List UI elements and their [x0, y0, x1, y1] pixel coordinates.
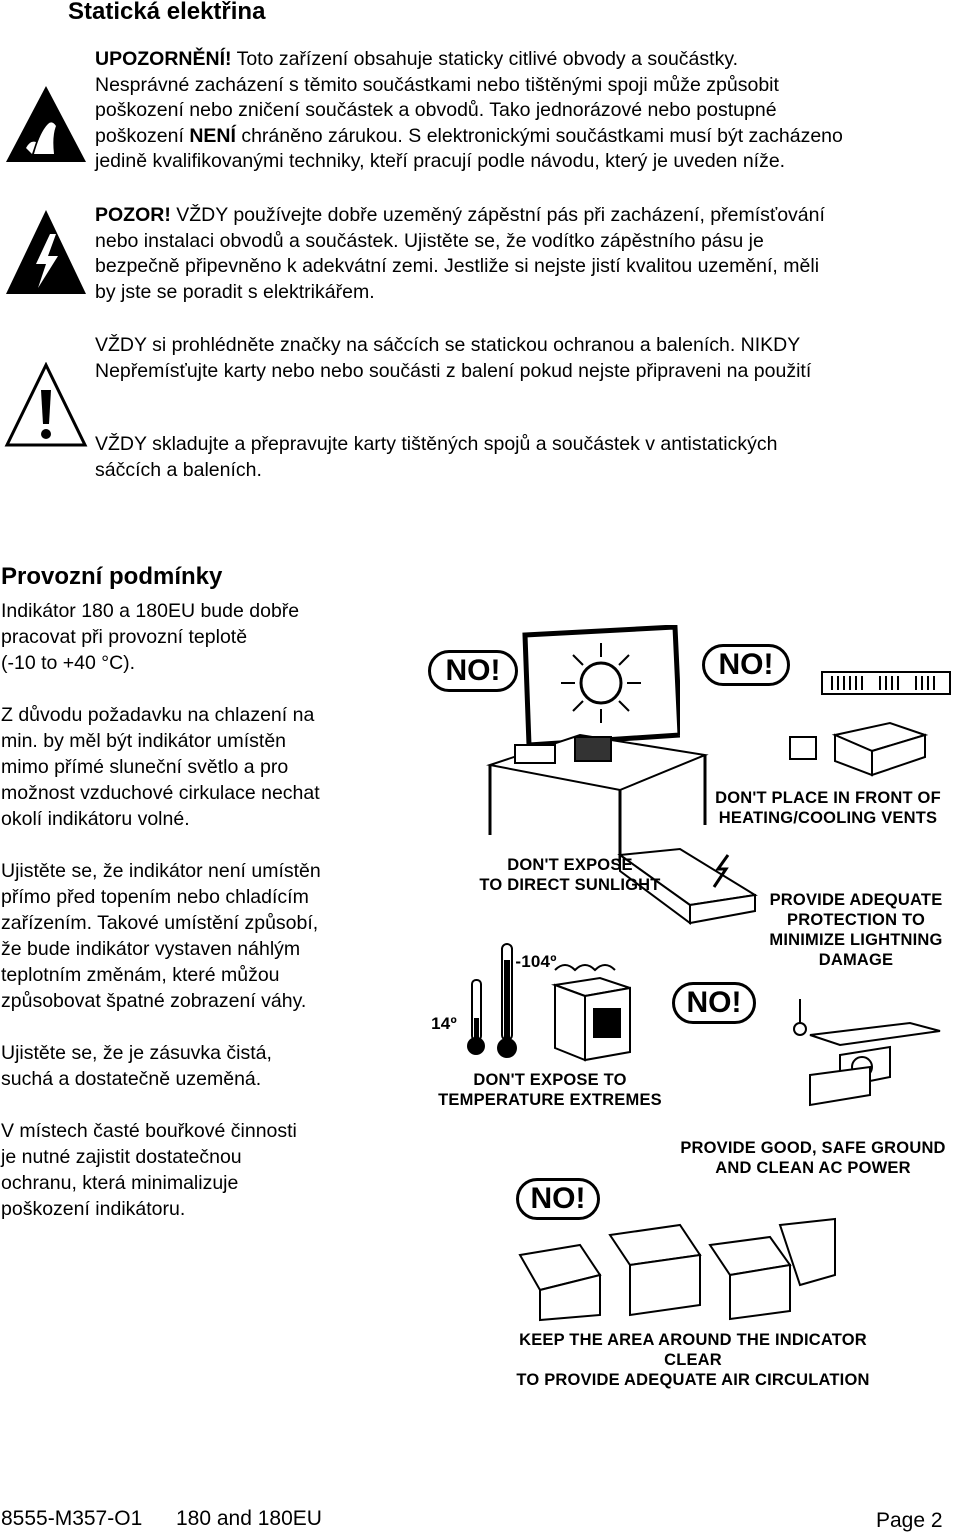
footer-doc-number: 8555-M357-O1 [1, 1507, 143, 1530]
power-strip-drawing [790, 995, 950, 1115]
footer-page: Page 2 [876, 1509, 943, 1532]
vents-caption: DON'T PLACE IN FRONT OF HEATING/COOLING VENTS [715, 789, 941, 827]
conditions-paragraph-3: Ujistěte se, že indikátor není umístěn přímo před topením nebo chladícím zařízením. Takové umístění způsobí, že bude indikátor vystaven náhlým teplotním změnám, které můžou způsobovat špatné zobrazení váhy. [1, 860, 321, 1012]
temp-low-label: 14º [431, 1014, 457, 1033]
vent-drawing [820, 670, 952, 696]
store-paragraph: VŽDY skladujte a přepravujte karty tištěných spojů a součástek v antistatických sáčcích a baleních. [95, 433, 778, 481]
high-voltage-icon [4, 208, 88, 296]
warning-paragraph: UPOZORNĚNÍ! Toto zařízení obsahuje staticky citlivé obvody a součástky. Nesprávné zacházení s těmito součástkami nebo tištěnými spoji může způsobit poškození nebo zničení součástek a obvodů. Tako jednorázové nebo postupné poškození NENÍ chráněno zárukou. S elektronickými součástkami musí být zacházeno jedině kvalifikovanými techniky, kteří pracují podle návodu, který je uveden níže. [95, 48, 843, 172]
heater-drawing [545, 960, 635, 1070]
no-badge: NO! [672, 982, 756, 1024]
ground-caption: PROVIDE GOOD, SAFE GROUND AND CLEAN AC POWER [680, 1139, 946, 1177]
footer-model: 180 and 180EU [176, 1507, 322, 1530]
esd-warning-icon [4, 84, 88, 164]
exclamation-warning-icon [4, 362, 88, 448]
conditions-paragraph-4: Ujistěte se, že je zásuvka čistá, suchá a dostatečně uzeměná. [1, 1042, 272, 1090]
no-badge: NO! [516, 1178, 600, 1220]
bags-paragraph: VŽDY si prohlédněte značky na sáčcích se statickou ochranou a baleních. NIKDY Nepřemísťujte karty nebo nebo součásti z balení pokud nejste připraveni na použití [95, 334, 812, 382]
clutter-drawing [510, 1215, 840, 1325]
indicator-drawing [780, 705, 930, 785]
section-heading: Provozní podmínky [1, 563, 223, 590]
sunlight-caption: DON'T EXPOSE TO DIRECT SUNLIGHT [479, 856, 661, 894]
lightning-caption: PROVIDE ADEQUATE PROTECTION TO MINIMIZE LIGHTNING DAMAGE [769, 891, 943, 969]
no-badge: NO! [702, 644, 790, 686]
conditions-paragraph-5: V místech časté bouřkové činnosti je nutné zajistit dostatečnou ochranu, která minimalizuje poškození indikátoru. [1, 1120, 297, 1220]
conditions-paragraph-1: Indikátor 180 a 180EU bude dobře pracovat při provozní teplotě (-10 to +40 °C). [1, 600, 300, 674]
table-drawing [470, 715, 710, 865]
conditions-paragraph-2: Z důvodu požadavku na chlazení na min. by měl být indikátor umístěn mimo přímé sluneční světlo a pro možnost vzduchové cirkulace nechat okolí indikátoru volné. [1, 704, 320, 830]
no-badge: NO! [428, 650, 518, 692]
air-caption: KEEP THE AREA AROUND THE INDICATOR CLEAR TO PROVIDE ADEQUATE AIR CIRCULATION [516, 1331, 870, 1389]
temperature-caption: DON'T EXPOSE TO TEMPERATURE EXTREMES [438, 1071, 662, 1109]
temp-high-label: -104º [515, 952, 557, 971]
page-title: Statická elektřina [68, 0, 266, 25]
caution-paragraph: POZOR! VŽDY používejte dobře uzeměný zápěstní pás při zacházení, přemísťování nebo instalaci obvodů a součástek. Ujistěte se, že vodítko zápěstního pásu je bezpečně připevněno k adekvátní zemi. Jestliže si nejste jistí kvalitou uzemění, měli by jste se poradit s elektrikářem. [95, 204, 825, 303]
